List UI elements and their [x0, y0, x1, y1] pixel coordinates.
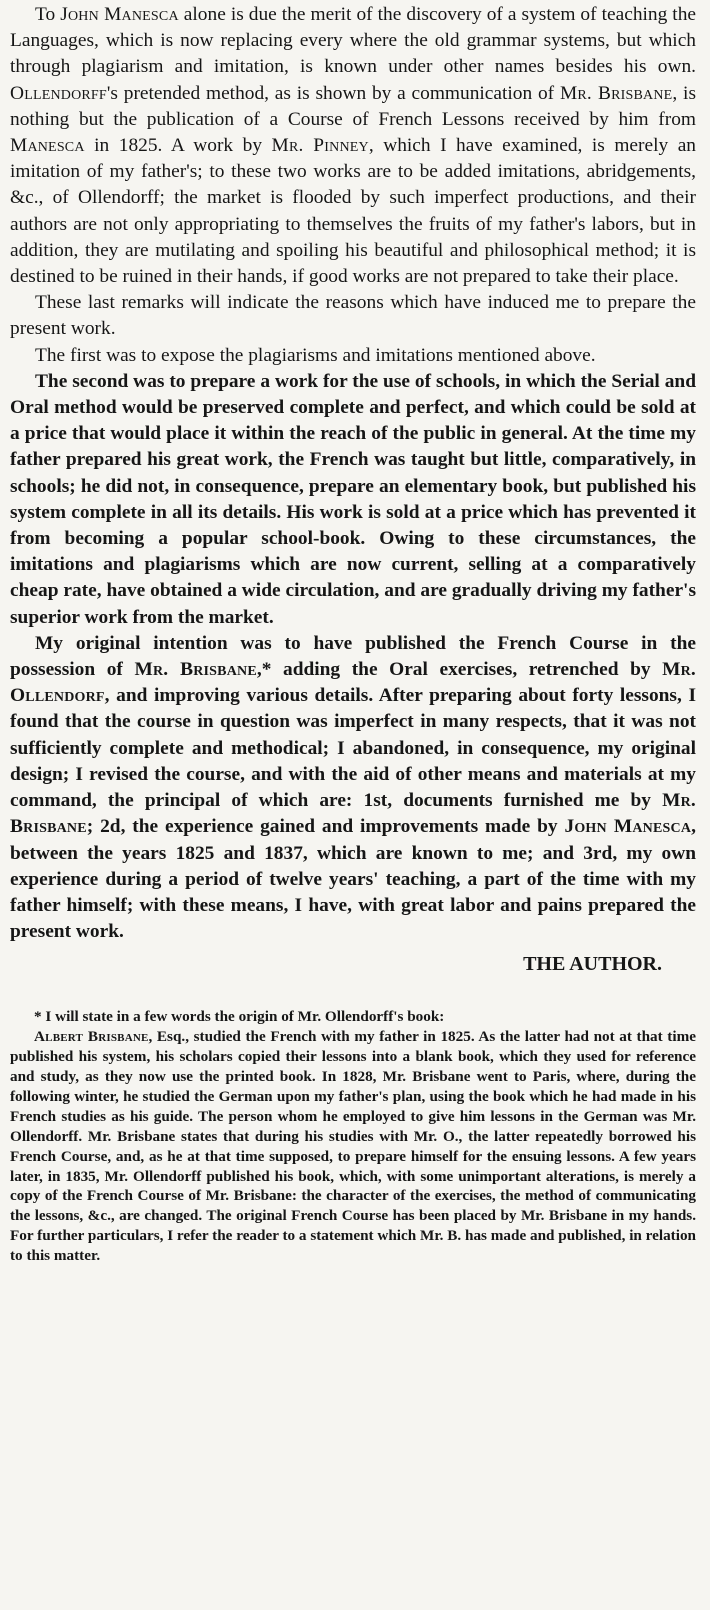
footnote-separator — [10, 997, 696, 1007]
name-ollendorff: Ollendorff — [10, 82, 107, 104]
footnote-text: Albert Brisbane, Esq., studied the French with my father in 1825. As the latter had not at that time published his system, his scholars copied their lessons into a blank book, which they used for reference and study, as they now use the printed book. In 1828, Mr. Brisbane went to Paris, where, during the following winter, he studied the German upon my father's plan, using the book which he had made in his French studies as his guide. The person whom he employed to give him lessons in the German was Mr. Ollendorff. Mr. Brisbane states that during his studies with Mr. O., the latter repeatedly borrowed his French Course, and, as he at that time supposed, to prepare himself for the ensuing lessons. A few years later, in 1835, Mr. Ollendorff published his book, which, with some unimportant alterations, is merely a copy of the French Course of Mr. Brisbane: the character of the exercises, the method of communicating the lessons, &c., are changed. The original French Course has been placed by Mr. Brisbane in my hands. For further particulars, I refer the reader to a statement which Mr. B. has made and published, in relation to this matter. — [10, 1028, 696, 1265]
paragraph-4: The second was to prepare a work for the use of schools, in which the Serial and Oral method would be preserved complete and perfect, and which could be sold at a price that would place it within the reach of the public in general. At the time my father prepared his great work, the French was taught but little, comparatively, in schools; he did not, in consequence, prepare an elementary book, but published his system complete in all its details. His work is sold at a price which has prevented it from becoming a popular school-book. Owing to these circumstances, the imitations and plagiarisms which are now current, selling at a comparatively cheap rate, have obtained a wide circulation, and are gradually driving my father's superior work from the market. — [10, 370, 696, 628]
paragraph-1: To John Manesca alone is due the merit of the discovery of a system of teaching the Languages, which is now replacing every where the old grammar systems, but which through plagiarism and imitation, is known under other names besides his own. Ollendorff's pretended method, as is shown by a communication of Mr. Brisbane, is nothing but the publication of a Course of French Lessons received by him from Manesca in 1825. A work by Mr. Pinney, which I have examined, is merely an imitation of my father's; to these two works are to be added imitations, abridgements, &c., of Ollendorff; the market is flooded by such imperfect productions, and their authors are not only appropriating to themselves the fruits of my father's labors, but in addition, they are mutilating and spoiling his beautiful and philosophical method; it is destined to be ruined in their hands, if good works are not prepared to take their place. — [10, 4, 697, 288]
preface-body — [10, 2, 696, 945]
name-john-manesca: John Manesca — [60, 4, 179, 25]
footnote — [10, 1007, 696, 1266]
paragraph-5: My original intention was to have published the French Course in the possession of Mr. Brisbane,* adding the Oral exercises, retrenched by Mr. Ollendorf, and improving various details. After preparing about forty lessons, I found that the course in question was imperfect in many respects, that it was not sufficiently complete and methodical; I abandoned, in consequence, my original design; I revised the course, and with the aid of other means and materials at my command, the principal of which are: 1st, documents furnished me by Mr. Brisbane; 2d, the experience gained and improvements made by John Manesca, between the years 1825 and 1837, which are known to me; and 3rd, my own experience during a period of twelve years' teaching, a part of the time with my father himself; with these means, I have, with great labor and pains prepared the present work. — [10, 632, 697, 943]
name-albert-brisbane: Albert Brisbane — [34, 1028, 149, 1046]
name-mr-brisbane: Mr. Brisbane — [559, 82, 673, 104]
name-manesca: Manesca — [10, 135, 85, 157]
name-mr-ollendorf: Mr. Ollendorf — [10, 659, 696, 707]
name-mr-brisbane-3: Mr. Brisbane — [10, 790, 696, 838]
name-mr-pinney: Mr. Pinney — [271, 135, 369, 157]
paragraph-2: These last remarks will indicate the reasons which have induced me to prepare the present work. — [10, 292, 696, 340]
footnote-intro: * I will state in a few words the origin of Mr. Ollendorff's book: — [34, 1008, 445, 1026]
author-signature: THE AUTHOR. — [523, 953, 662, 976]
name-mr-brisbane-2: Mr. Brisbane — [134, 659, 257, 681]
name-john-manesca-2: John Manesca — [564, 816, 692, 838]
paragraph-3: The first was to expose the plagiarisms and imitations mentioned above. — [35, 344, 596, 366]
